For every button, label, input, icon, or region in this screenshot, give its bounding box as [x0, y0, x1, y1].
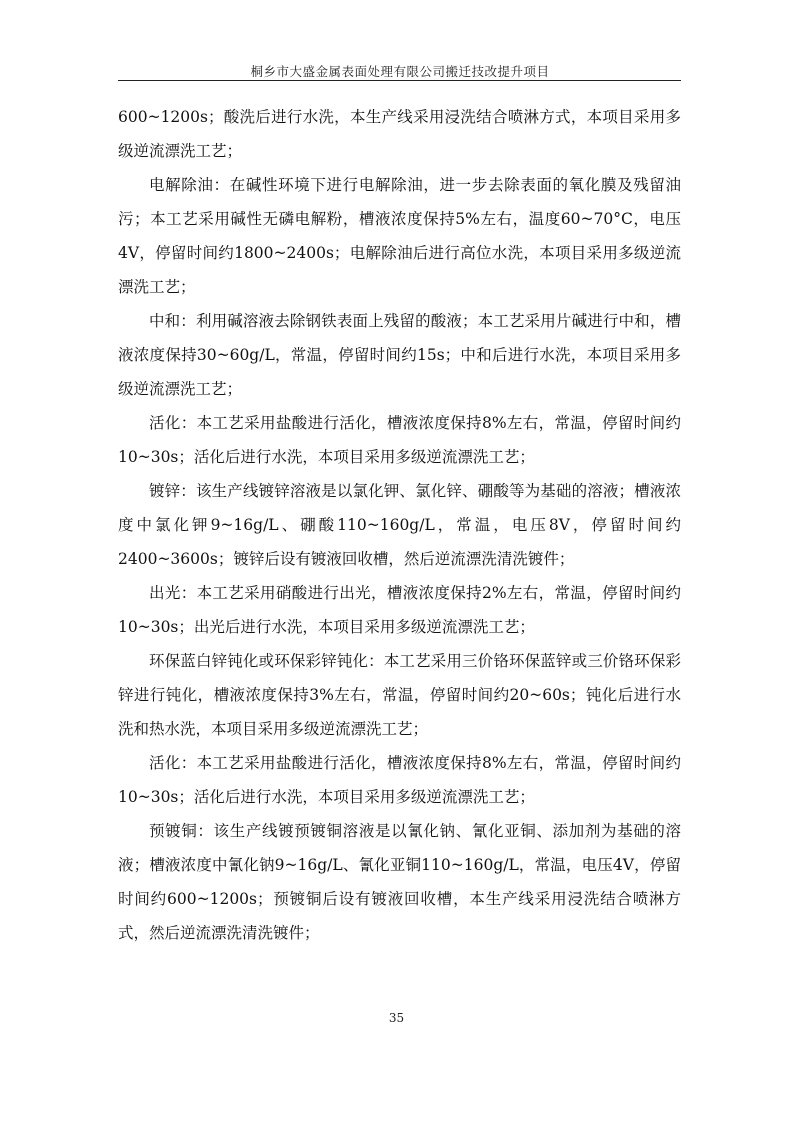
paragraph-copper-preplating: 预镀铜：该生产线镀预镀铜溶液是以氰化钠、氰化亚铜、添加剂为基础的溶液；槽液浓度中氰化钠9~16g/L、氰化亚铜110~160g/L，常温，电压4V，停留时间约600~1200s；预镀铜后设有镀液回收槽，本生产线采用浸洗结合喷淋方式，然后逆流漂洗清洗镀件； [118, 822, 681, 942]
paragraph-neutralization: 中和：利用碱溶液去除钢铁表面上残留的酸液；本工艺采用片碱进行中和，槽液浓度保持30~60g/L，常温，停留时间约15s；中和后进行水洗，本项目采用多级逆流漂洗工艺； [118, 312, 681, 398]
header-divider [118, 80, 681, 81]
paragraph-electrolytic-degreasing: 电解除油：在碱性环境下进行电解除油，进一步去除表面的氧化膜及残留油污；本工艺采用碱性无磷电解粉，槽液浓度保持5%左右，温度60~70°C，电压4V，停留时间约1800~2400s；电解除油后进行高位水洗，本项目采用多级逆流漂洗工艺； [118, 176, 681, 296]
page-number: 35 [388, 1011, 405, 1025]
paragraph-brightening: 出光：本工艺采用硝酸进行出光，槽液浓度保持2%左右，常温，停留时间约10~30s；出光后进行水洗，本项目采用多级逆流漂洗工艺； [118, 584, 681, 636]
paragraph-zinc-plating: 镀锌：该生产线镀锌溶液是以氯化钾、氯化锌、硼酸等为基础的溶液；槽液浓度中氯化钾9~16g/L、硼酸110~160g/L，常温，电压8V，停留时间约2400~3600s；镀锌后设有镀液回收槽，然后逆流漂洗清洗镀件； [118, 482, 681, 568]
running-header-title: 桐乡市大盛金属表面处理有限公司搬迁技改提升项目 [250, 64, 550, 79]
paragraph-passivation: 环保蓝白锌钝化或环保彩锌钝化：本工艺采用三价铬环保蓝锌或三价铬环保彩锌进行钝化，槽液浓度保持3%左右，常温，停留时间约20~60s；钝化后进行水洗和热水洗，本项目采用多级逆流漂洗工艺； [118, 652, 681, 738]
paragraph-activation-1: 活化：本工艺采用盐酸进行活化，槽液浓度保持8%左右，常温，停留时间约10~30s；活化后进行水洗，本项目采用多级逆流漂洗工艺； [118, 414, 681, 466]
paragraph-pickling-continued: 600~1200s；酸洗后进行水洗，本生产线采用浸洗结合喷淋方式，本项目采用多级逆流漂洗工艺； [118, 108, 681, 160]
paragraph-activation-2: 活化：本工艺采用盐酸进行活化，槽液浓度保持8%左右，常温，停留时间约10~30s；活化后进行水洗，本项目采用多级逆流漂洗工艺； [118, 754, 681, 806]
body-text [118, 100, 681, 950]
